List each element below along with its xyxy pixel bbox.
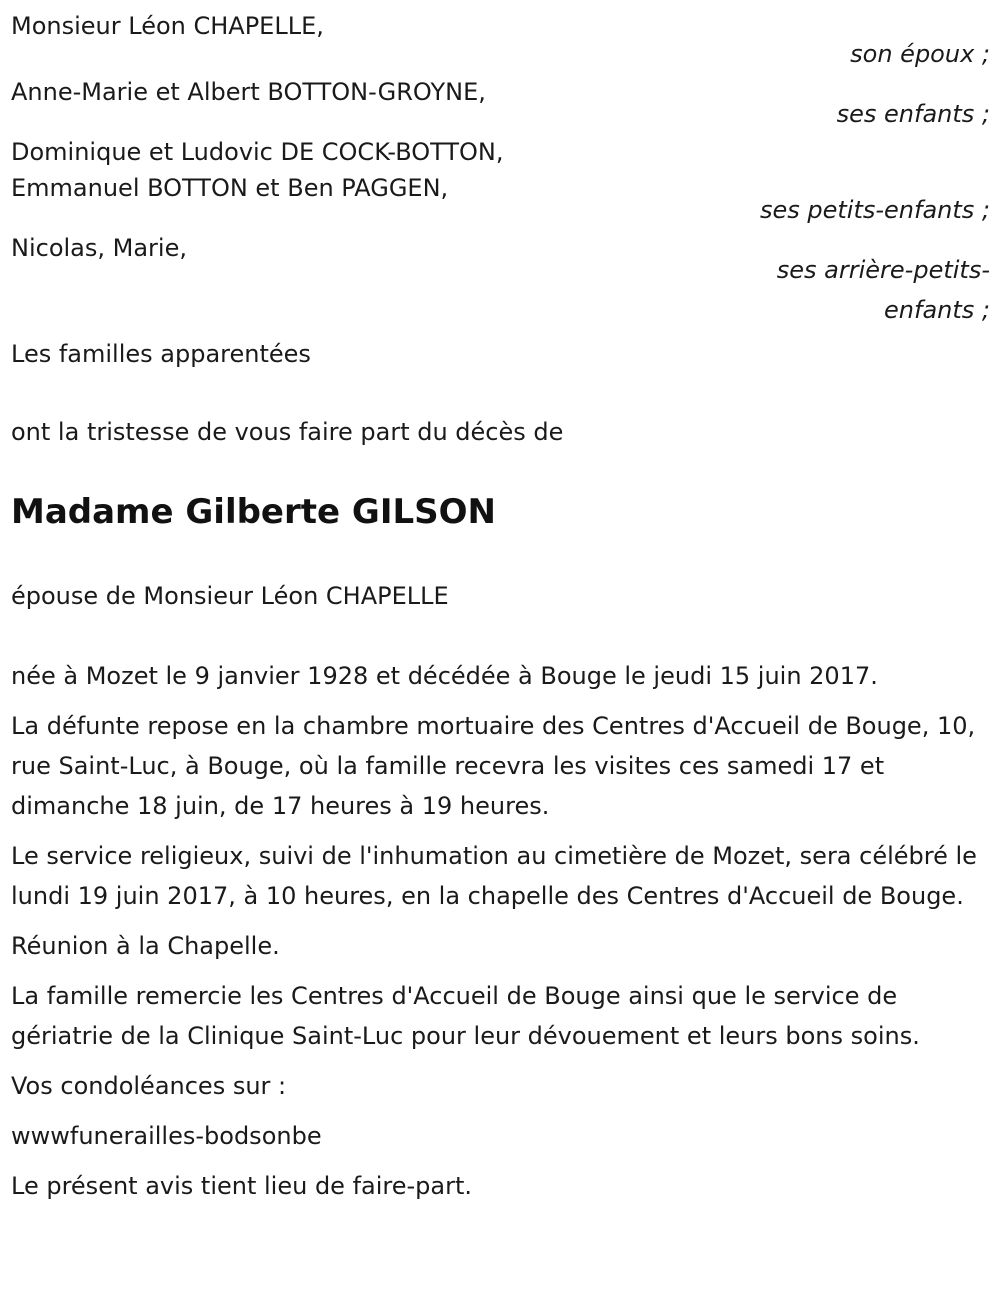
spouse-relation: son époux ; [850,40,990,68]
birth-death: née à Mozet le 9 janvier 1928 et décédée à Bouge le jeudi 15 juin 2017. [11,662,878,690]
meeting: Réunion à la Chapelle. [11,932,280,960]
grandchildren-relation: ses petits-enfants ; [759,196,990,224]
thanks: La famille remercie les Centres d'Accueil de Bouge ainsi que le service de gériatrie de la Clinique Saint-Luc pour leur dévouement et leurs bons soins. [11,982,920,1050]
condolences-label: Vos condoléances sur : [11,1072,287,1100]
great-grandchildren-relation-2: enfants ; [884,296,990,324]
children-name: Anne-Marie et Albert BOTTON-GROYNE, [11,78,486,106]
spouse-name: Monsieur Léon CHAPELLE, [11,12,324,40]
grandchildren-group [11,132,991,230]
notice-statement: Le présent avis tient lieu de faire-part. [11,1172,473,1200]
children-group [11,72,991,134]
announcement-intro: ont la tristesse de vous faire part du décès de [11,418,564,446]
great-grandchildren-group [11,228,991,330]
grandchildren-line-2: Emmanuel BOTTON et Ben PAGGEN, [11,174,449,202]
deceased-name: Madame Gilberte GILSON [11,492,496,532]
great-grandchildren-relation-1: ses arrière-petits- [776,256,990,284]
grandchildren-line-1: Dominique et Ludovic DE COCK-BOTTON, [11,138,504,166]
great-grandchildren-name: Nicolas, Marie, [11,234,187,262]
service-details: Le service religieux, suivi de l'inhumation au cimetière de Mozet, sera célébré le lundi 19 juin 2017, à 10 heures, en la chapelle des Centres d'Accueil de Bouge. [11,842,977,910]
spouse-of: épouse de Monsieur Léon CHAPELLE [11,582,449,610]
spouse-group [11,0,991,74]
children-relation: ses enfants ; [836,100,990,128]
condolences-website[interactable]: wwwfunerailles-bodsonbe [11,1122,322,1150]
obituary-notice [11,0,991,1216]
rest-place: La défunte repose en la chambre mortuaire des Centres d'Accueil de Bouge, 10, rue Saint-Luc, à Bouge, où la famille recevra les visites ces samedi 17 et dimanche 18 juin, de 17 heures à 19 heures. [11,712,976,820]
related-families: Les familles apparentées [11,340,311,368]
